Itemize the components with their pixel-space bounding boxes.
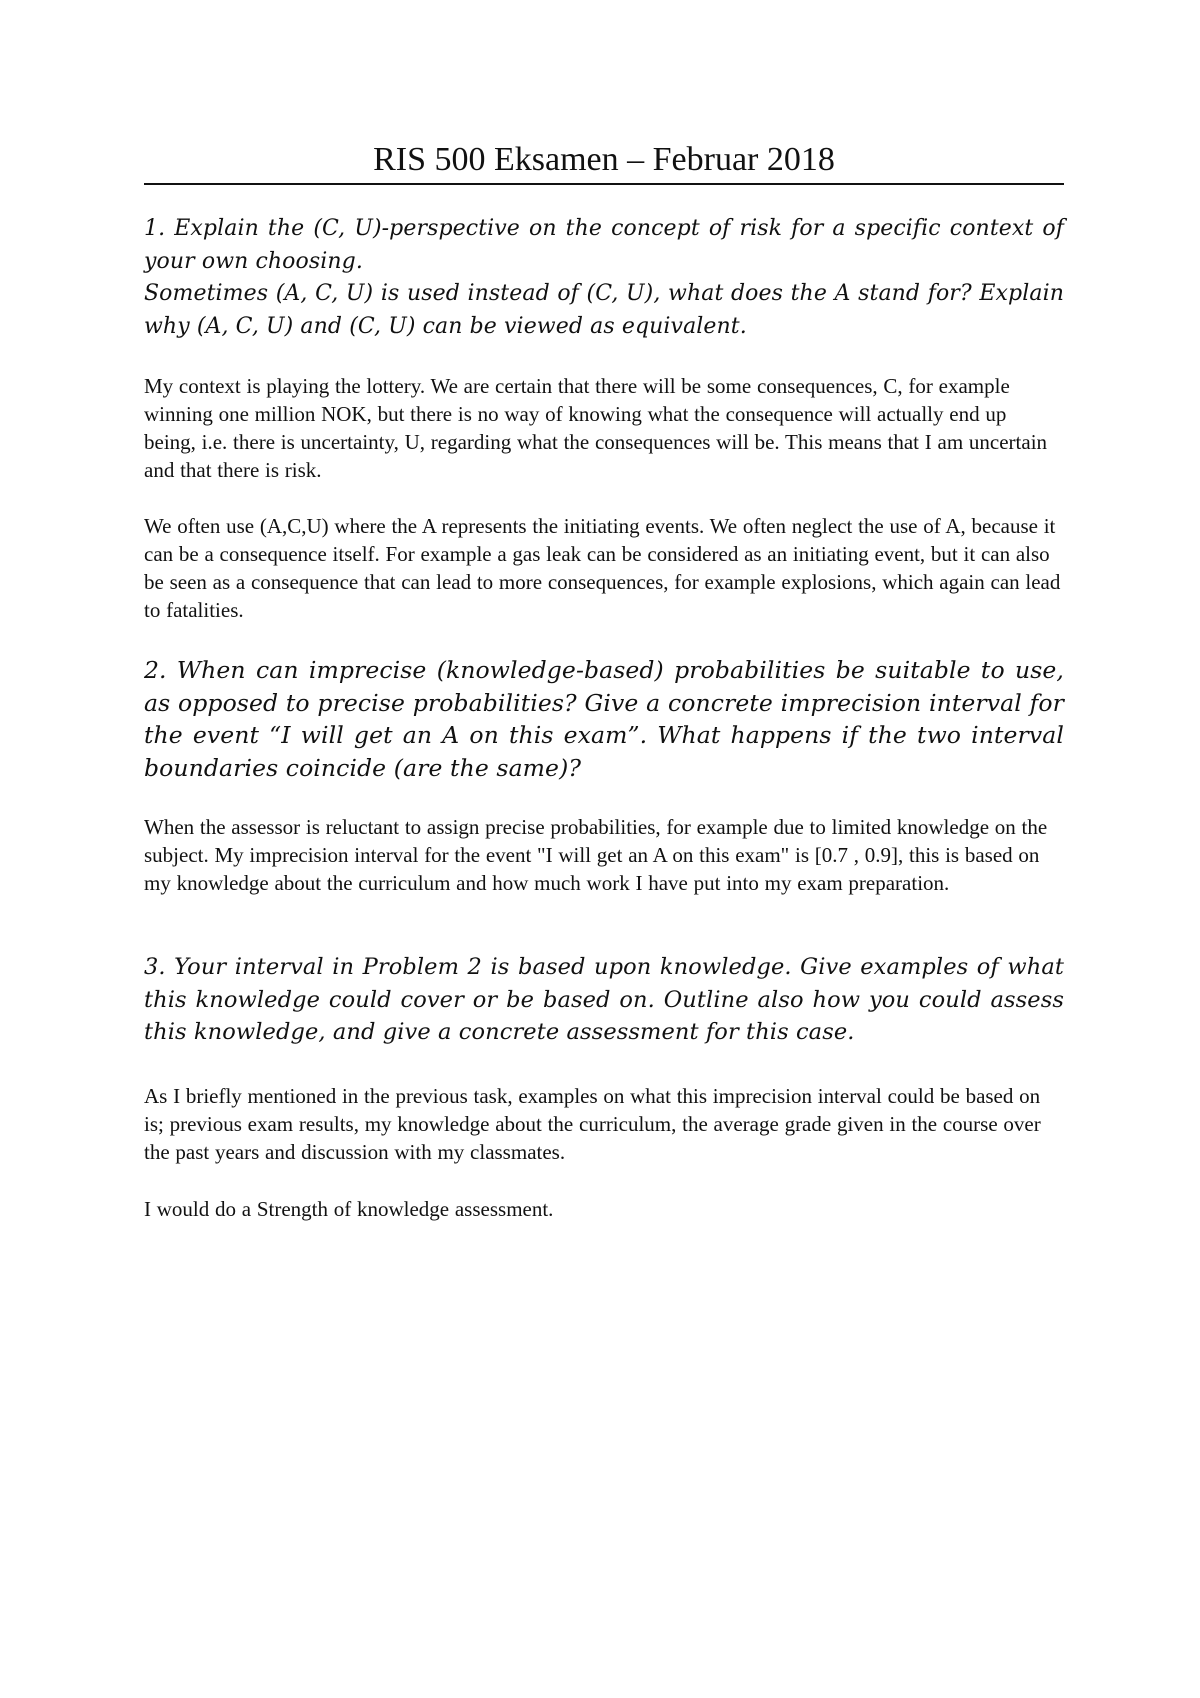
- answer-2-paragraph-1: When the assessor is reluctant to assign precise probabilities, for example due to limited knowledge on the subject. My imprecision interval for the event "I will get an A on this exam" is [0.7 , 0.9], this is based on my knowledge about the curriculum and how much work I have put into my exam preparation.: [144, 815, 1048, 895]
- title-divider: [144, 183, 1064, 185]
- question-1-line-2: Sometimes (A, C, U) is used instead of (C, U), what does the A stand for? Explain why (A, C, U) and (C, U) can be viewed as equivalent.: [144, 281, 1064, 339]
- answer-3-paragraph-2: I would do a Strength of knowledge assessment.: [144, 1197, 554, 1221]
- question-3-text: 3. Your interval in Problem 2 is based upon knowledge. Give examples of what this knowledge could cover or be based on. Outline also how you could assess this knowledge, and give a concrete assessment for this case.: [144, 954, 1064, 1045]
- question-2: [144, 654, 1064, 784]
- document-title: RIS 500 Eksamen – Februar 2018: [373, 141, 835, 178]
- question-1: [144, 213, 1064, 343]
- question-3: [144, 951, 1064, 1049]
- answer-1-paragraph-1: My context is playing the lottery. We are certain that there will be some consequences, C, for example winning one million NOK, but there is no way of knowing what the consequence will actually end up being, i.e. there is uncertainty, U, regarding what the consequences will be. This means that I am uncertain and that there is risk.: [144, 374, 1048, 482]
- question-1-line-1: 1. Explain the (C, U)-perspective on the concept of risk for a specific context of your own choosing.: [144, 216, 1064, 274]
- answer-3-paragraph-1: As I briefly mentioned in the previous task, examples on what this imprecision interval could be based on is; previous exam results, my knowledge about the curriculum, the average grade given in the course over the past years and discussion with my classmates.: [144, 1084, 1041, 1164]
- answer-1-paragraph-2: We often use (A,C,U) where the A represents the initiating events. We often neglect the use of A, because it can be a consequence itself. For example a gas leak can be considered as an initiating event, but it can also be seen as a consequence that can lead to more consequences, for example explosions, which again can lead to fatalities.: [144, 514, 1061, 622]
- question-2-text: 2. When can imprecise (knowledge-based) probabilities be suitable to use, as opposed to precise probabilities? Give a concrete imprecision interval for the event “I will get an A on this exam”. What happens if the two interval boundaries coincide (are the same)?: [144, 656, 1064, 782]
